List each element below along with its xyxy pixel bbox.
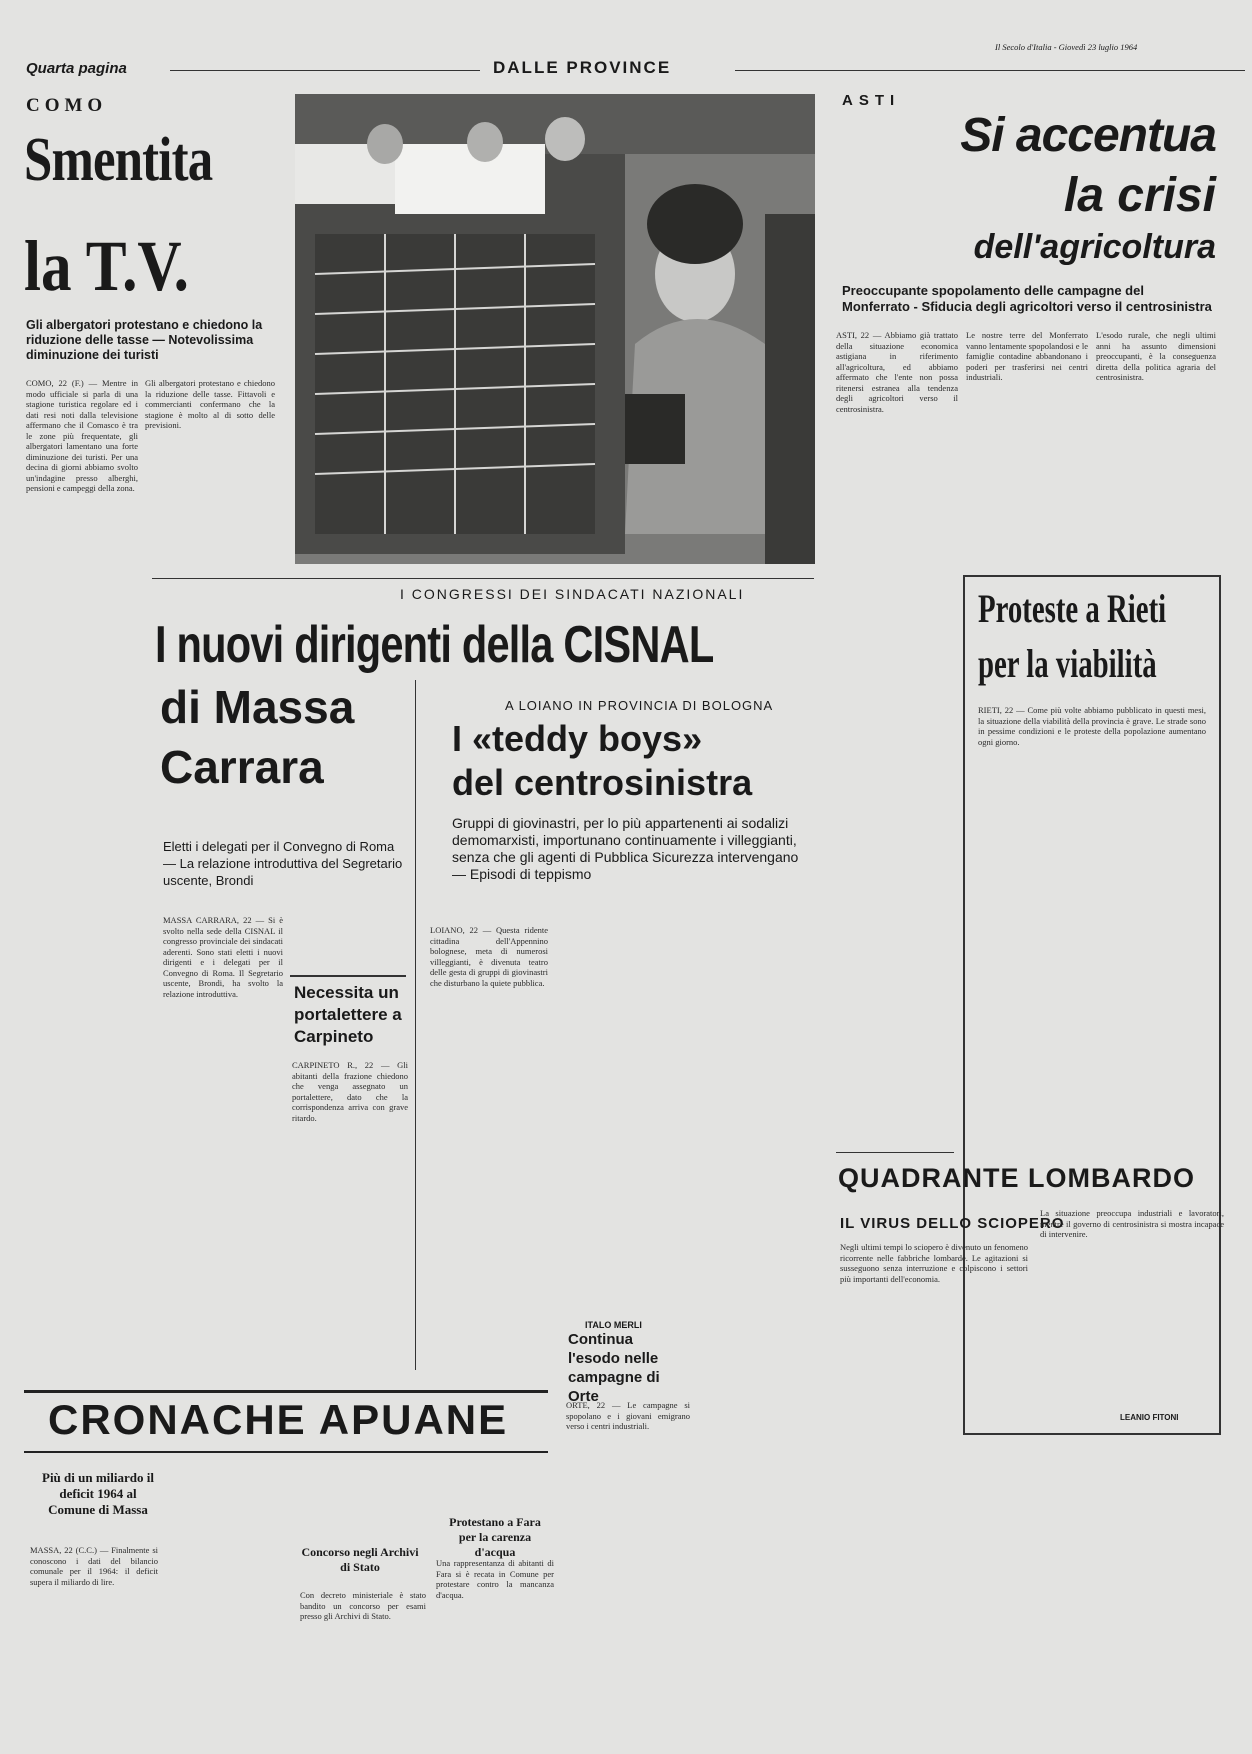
section-title: DALLE PROVINCE bbox=[493, 58, 672, 77]
apuane-story-1-head: Più di un miliardo il deficit 1964 al Comune di Massa bbox=[42, 1470, 154, 1517]
press-photo bbox=[295, 94, 815, 564]
paper-date: Il Secolo d'Italia - Giovedì 23 luglio 1964 bbox=[995, 42, 1138, 52]
cisnal-deck: Eletti i delegati per il Convegno di Roma — La relazione introduttiva del Segretario uscente, Brondi bbox=[163, 839, 403, 888]
como-kicker: COMO bbox=[26, 95, 108, 116]
como-body-2: Gli albergatori protestano e chiedono la riduzione delle tasse. Fittavoli e commercianti confermano che la stagione è molto al di sotto delle previsioni. bbox=[145, 378, 275, 430]
cisnal-top-rule bbox=[152, 578, 814, 579]
asti-headline-2: la crisi bbox=[1063, 169, 1216, 222]
asti-deck: Preoccupante spopolamento delle campagne del Monferrato - Sfiducia degli agricoltori verso il centrosinistra bbox=[842, 283, 1212, 314]
rieti-byline: LEANIO FITONI bbox=[1120, 1413, 1179, 1422]
rieti-headline-1: Proteste a Rieti bbox=[978, 586, 1167, 631]
como-deck: Gli albergatori protestano e chiedono la riduzione delle tasse — Notevolissima diminuzione dei turisti bbox=[26, 318, 263, 362]
apuane-story-1-body: MASSA, 22 (C.C.) — Finalmente si conoscono i dati del bilancio comunale per il 1964: il deficit supera il miliardo di lire. bbox=[30, 1545, 158, 1587]
lombardo-body-2: La situazione preoccupa industriali e lavoratori, mentre il governo di centrosinistra si mostra incapace di intervenire. bbox=[1040, 1208, 1224, 1239]
asti-kicker: ASTI bbox=[842, 92, 901, 109]
photo-illustration bbox=[295, 94, 815, 564]
como-headline-1: Smentita bbox=[24, 126, 213, 194]
lombardo-rule bbox=[836, 1152, 954, 1153]
loiano-body: LOIANO, 22 — Questa ridente cittadina dell'Appennino bolognese, meta di numerosi villeggianti, è divenuta teatro delle gesta di gruppi di giovinastri che disturbano la quiete pubblica. bbox=[430, 925, 548, 988]
asti-body-2: Le nostre terre del Monferrato vanno lentamente spopolandosi e le famiglie contadine abbandonano i poderi per trasferirsi nei centri industriali. bbox=[966, 330, 1088, 382]
orte-headline: Continua l'esodo nelle campagne di Orte bbox=[568, 1331, 660, 1405]
asti-body-3: L'esodo rurale, che negli ultimi anni ha assunto dimensioni preoccupanti, è la conseguenza diretta della politica agraria del centrosinistra. bbox=[1096, 330, 1216, 382]
cisnal-headline: I nuovi dirigenti della CISNAL bbox=[155, 616, 714, 674]
apuane-story-2-body: Con decreto ministeriale è stato bandito un concorso per esami presso gli Archivi di Stato. bbox=[300, 1590, 426, 1621]
carpineto-headline: Necessita un portalettere a Carpineto bbox=[294, 983, 402, 1046]
lombardo-headline: IL VIRUS DELLO SCIOPERO bbox=[840, 1215, 1065, 1232]
rieti-headline-2: per la viabilità bbox=[978, 641, 1157, 686]
apuane-story-3-head: Protestano a Fara per la carenza d'acqua bbox=[449, 1515, 541, 1559]
loiano-byline: ITALO MERLI bbox=[585, 1320, 642, 1330]
loiano-kicker: A LOIANO IN PROVINCIA DI BOLOGNA bbox=[505, 698, 774, 713]
rieti-body: RIETI, 22 — Come più volte abbiamo pubblicato in questi mesi, la situazione della viabilità della provincia è grave. Le strade sono in pessime condizioni e le proteste della popolazione aumentano ogni giorno. bbox=[978, 705, 1206, 747]
asti-headline-3: dell'agricoltura bbox=[973, 228, 1216, 266]
masthead-rule-right bbox=[735, 70, 1245, 71]
page-label: Quarta pagina bbox=[26, 60, 127, 77]
masthead-rule-left bbox=[170, 70, 480, 71]
loiano-headline-2: del centrosinistra bbox=[452, 762, 753, 803]
como-headline-2: la T.V. bbox=[24, 226, 189, 306]
carpineto-rule bbox=[290, 975, 406, 977]
apuane-story-2-head: Concorso negli Archivi di Stato bbox=[301, 1545, 419, 1574]
como-body-1: COMO, 22 (F.) — Mentre in modo ufficiale si parla di una stagione turistica regolare ed i dati resi noti dalla televisione affermano che il Comasco è tra le zone più frequentate, gli albergatori lamentano una forte diminuzione dei turisti. Per una decina di giorni abbiamo svolto un'indagine presso alberghi, pensioni e campeggi della zona. bbox=[26, 378, 138, 493]
carpineto-body: CARPINETO R., 22 — Gli abitanti della frazione chiedono che venga assegnato un portalettere, dato che la corrispondenza arriva con grave ritardo. bbox=[292, 1060, 408, 1123]
orte-body: ORTE, 22 — Le campagne si spopolano e i giovani emigrano verso i centri industriali. bbox=[566, 1400, 690, 1431]
loiano-headline-1: I «teddy boys» bbox=[452, 718, 703, 759]
cisnal-sub-1: di Massa bbox=[160, 681, 355, 733]
lombardo-banner: QUADRANTE LOMBARDO bbox=[838, 1163, 1195, 1193]
asti-headline-1: Si accentua bbox=[960, 109, 1216, 162]
lombardo-body-1: Negli ultimi tempi lo sciopero è divenuto un fenomeno ricorrente nelle fabbriche lombarde. Le agitazioni si susseguono senza interruzione e colpiscono i settori più importanti dell'economia. bbox=[840, 1242, 1028, 1284]
loiano-deck: Gruppi di giovinastri, per lo più appartenenti ai sodalizi demomarxisti, importunano continuamente i villeggianti, senza che gli agenti di Pubblica Sicurezza intervengano — Episodi di teppismo bbox=[452, 815, 799, 882]
apuane-banner: CRONACHE APUANE bbox=[48, 1396, 509, 1443]
cisnal-divider bbox=[415, 680, 416, 1370]
cisnal-body: MASSA CARRARA, 22 — Si è svolto nella sede della CISNAL il congresso provinciale dei sindacati aderenti. Sono stati eletti i nuovi dirigenti e i delegati per il Convegno di Roma. Il Segretario uscente, Brondi, ha svolto la relazione introduttiva. bbox=[163, 915, 283, 999]
asti-body-1: ASTI, 22 — Abbiamo già trattato della situazione economica astigiana in riferimento all'agricoltura, ed abbiamo affermato che l'ente non possa ritenersi estranea alla tendenza degli agricoltori verso il centrosinistra. bbox=[836, 330, 958, 414]
cisnal-kicker: I CONGRESSI DEI SINDACATI NAZIONALI bbox=[400, 586, 745, 602]
cisnal-sub-2: Carrara bbox=[160, 741, 324, 793]
apuane-story-3-body: Una rappresentanza di abitanti di Fara si è recata in Comune per protestare contro la mancanza d'acqua. bbox=[436, 1558, 554, 1600]
